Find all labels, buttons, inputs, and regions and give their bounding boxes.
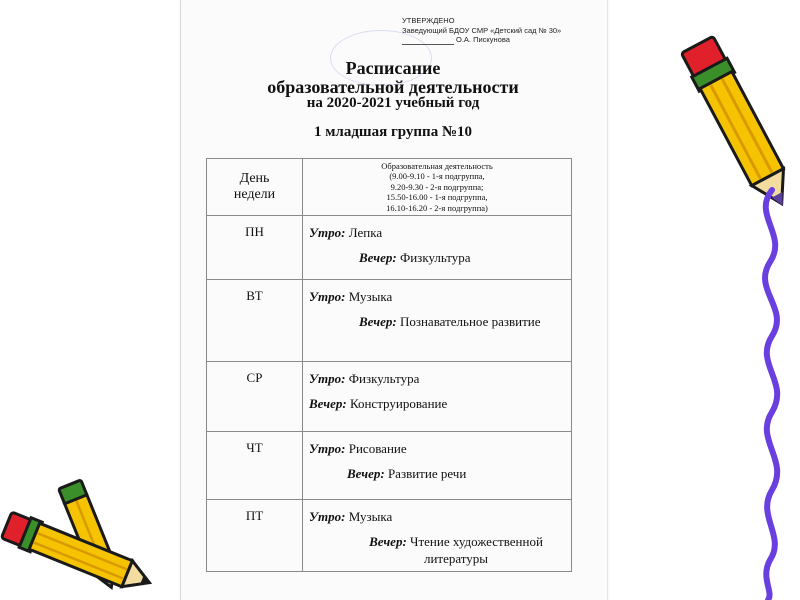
morning-activity: Лепка [348,225,383,240]
day-cell: ПН [207,216,303,280]
evening-activity: Развитие речи [387,466,467,481]
approval-signature [402,35,561,45]
morning-label: Утро: [309,509,346,524]
evening-label: Вечер: [347,466,385,481]
evening-activity: Конструирование [349,396,448,411]
morning-activity: Физкультура [348,371,420,386]
activity-cell [303,362,572,432]
evening-label: Вечер: [369,534,407,549]
header-activity [303,159,572,216]
schedule-table [206,158,572,572]
morning-label: Утро: [309,289,346,304]
header-activity-line3: 9.20-9.30 - 2-я подгруппа; [390,181,484,192]
morning-activity: Музыка [348,509,393,524]
evening-activity: Физкультура [399,250,471,265]
day-cell: ПТ [207,500,303,572]
approver-name: О.А. Пискунова [456,35,510,44]
morning-activity: Музыка [348,289,393,304]
doc-subtitle: образовательной деятельности [267,77,519,97]
approval-block [402,16,561,45]
evening-label: Вечер: [359,250,397,265]
day-cell: ВТ [207,280,303,362]
header-activity-line5: 16.10-16.20 - 2-я подгруппа) [386,202,488,213]
evening-activity: Познавательное развитие [399,314,541,329]
morning-label: Утро: [309,371,346,386]
table-row [207,280,572,362]
table-row [207,362,572,432]
table-row [207,432,572,500]
doc-year: на 2020-2021 учебный год [306,95,480,111]
day-cell: ЧТ [207,432,303,500]
evening-label: Вечер: [359,314,397,329]
approval-position: Заведующий БДОУ СМР «Детский сад № 30» [402,25,562,35]
evening-activity: Чтение художественной литературы [410,534,543,566]
day-cell: СР [207,362,303,432]
doc-title: Расписание [345,58,441,78]
header-day [207,159,303,216]
morning-activity: Рисование [348,441,407,456]
header-activity-line1: Образовательная деятельность [381,160,493,171]
doc-group: 1 младшая группа №10 [313,124,473,140]
table-row [207,500,572,572]
header-activity-line4: 15.50-16.00 - 1-я подгруппа, [386,192,488,203]
approval-title: УТВЕРЖДЕНО [402,16,455,25]
activity-cell [303,216,572,280]
header-day-line1: День [239,171,270,186]
morning-label: Утро: [309,441,346,456]
signature-line [402,38,454,45]
evening-label: Вечер: [309,396,347,411]
header-day-line2: недели [233,187,276,202]
table-row [207,216,572,280]
table-header-row [207,159,572,216]
header-activity-line2: (9.00-9.10 - 1-я подгруппа, [389,171,485,182]
activity-cell [303,280,572,362]
activity-cell [303,432,572,500]
activity-cell [303,500,572,572]
morning-label: Утро: [309,225,346,240]
